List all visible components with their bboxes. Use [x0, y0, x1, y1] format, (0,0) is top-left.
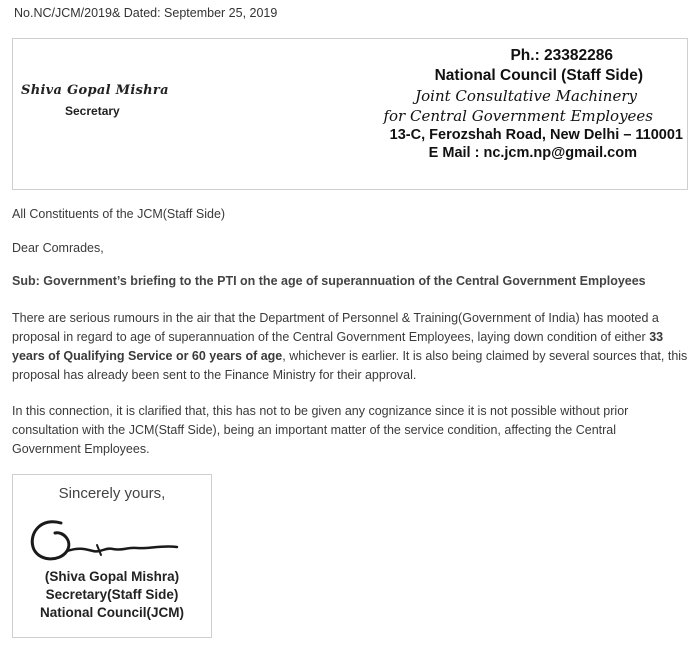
body-paragraph-2: In this connection, it is clarified that, this has not to be given any cognizance since it is not possible without prior consultation with the JCM(Staff Side), being an important matter of the service condition, affecting the Central Government Employees. — [12, 404, 629, 456]
sender-title: Secretary — [65, 104, 120, 118]
signatory-designation: Secretary(Staff Side) — [45, 587, 179, 602]
letterhead-email: E Mail : nc.jcm.np@gmail.com — [428, 145, 637, 161]
letterhead-cge: for Central Government Employees — [383, 107, 653, 125]
signatory-organization: National Council(JCM) — [40, 605, 184, 620]
body-paragraph-1 — [12, 309, 688, 385]
sender-name: Shiva Gopal Mishra — [21, 83, 169, 98]
salutation: Dear Comrades, — [12, 241, 104, 255]
letterhead-jcm: Joint Consultative Machinery — [415, 87, 637, 105]
body-paragraph-1-text-b: , whichever is earlier. It is also being claimed by several sources that, this proposal has already been sent to the Finance Ministry for their approval. — [12, 349, 688, 382]
handwritten-signature — [27, 511, 197, 567]
addressee: All Constituents of the JCM(Staff Side) — [12, 207, 226, 221]
body-paragraph-1-emphasis: 33 years of Qualifying Service or 60 years of age — [12, 330, 664, 363]
reference-line: No.NC/JCM/2019& Dated: September 25, 2019 — [14, 6, 278, 20]
body-paragraph-1-text-a: There are serious rumours in the air that the Department of Personnel & Training(Government of India) has mooted a proposal in regard to age of superannuation of the Central Government Employees, laying down condition of either — [12, 311, 659, 344]
signatory-name: (Shiva Gopal Mishra) — [44, 569, 180, 584]
letterhead-address: 13-C, Ferozshah Road, New Delhi – 110001 — [389, 127, 683, 143]
letterhead-phone: Ph.: 23382286 — [510, 47, 613, 64]
letterhead — [12, 38, 688, 190]
closing: Sincerely yours, — [58, 485, 166, 502]
letterhead-council: National Council (Staff Side) — [434, 67, 643, 84]
subject-line: Sub: Government’s briefing to the PTI on the age of superannuation of the Central Government Employees — [12, 274, 646, 288]
signature-block — [12, 474, 212, 638]
letterhead-contact-block — [353, 47, 683, 161]
